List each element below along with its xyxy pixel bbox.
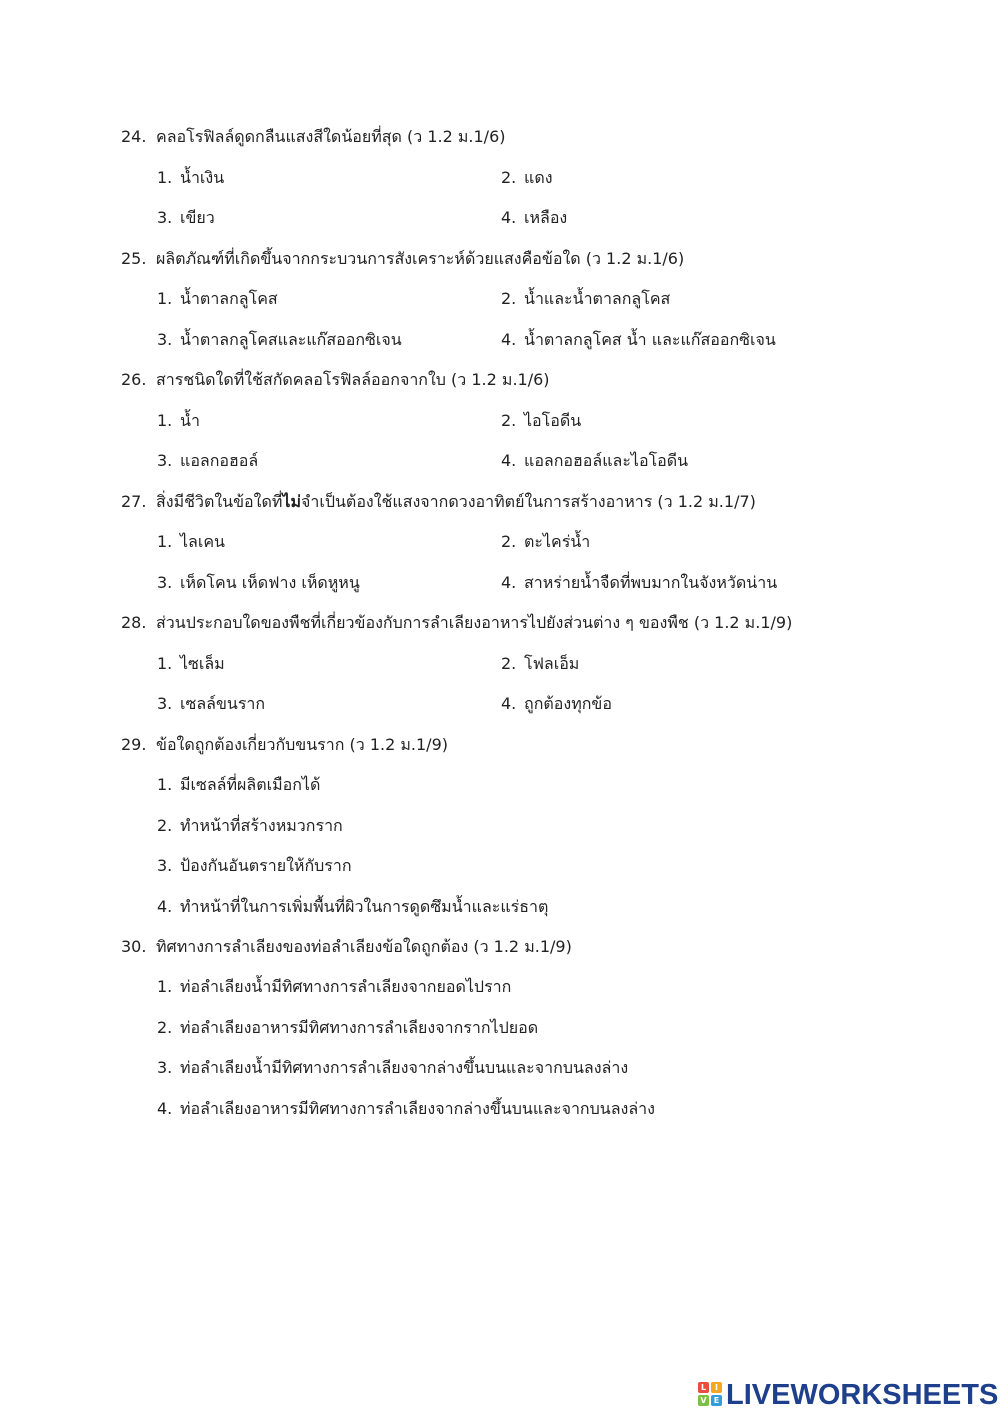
option-row: [0, 692, 1000, 716]
question-text: คลอโรฟิลล์ดูดกลืนแสงสีใดน้อยที่สุด (ว 1.2 ม.1/6): [156, 127, 506, 146]
option-text: น้ำเงิน: [180, 168, 225, 187]
option-text: น้ำตาลกลูโคส: [180, 289, 278, 308]
option-number: 4.: [501, 330, 517, 349]
option-row: [0, 1097, 1000, 1121]
option-text: น้ำและน้ำตาลกลูโคส: [524, 289, 671, 308]
option-text: แอลกอฮอล์และไอโอดีน: [524, 451, 689, 470]
option-text: เห็ดโคน เห็ดฟาง เห็ดหูหนู: [180, 573, 360, 592]
liveworksheets-tiles-icon: [698, 1382, 724, 1408]
option-number: 1.: [157, 289, 173, 308]
option-text: ไอโอดีน: [524, 411, 582, 430]
option-row: [0, 773, 1000, 797]
option-number: 3.: [157, 694, 173, 713]
question-text: ส่วนประกอบใดของพืชที่เกี่ยวข้องกับการลำเลียงอาหารไปยังส่วนต่าง ๆ ของพืช (ว 1.2 ม.1/9): [156, 613, 793, 632]
option-number: 3.: [157, 573, 173, 592]
option-number: 3.: [157, 208, 173, 227]
option-text: ป้องกันอันตรายให้กับราก: [180, 856, 352, 875]
option-text: ไซเล็ม: [180, 654, 225, 673]
option-number: 1.: [157, 532, 173, 551]
option-number: 2.: [501, 654, 517, 673]
option-row: [0, 975, 1000, 999]
option-number: 2.: [157, 1018, 173, 1037]
question-number: 24.: [121, 127, 147, 146]
option-text: เซลล์ขนราก: [180, 694, 266, 713]
option-text: เขียว: [180, 208, 215, 227]
option-text: ท่อลำเลียงอาหารมีทิศทางการลำเลียงจากล่างขึ้นบนและจากบนลงล่าง: [180, 1099, 655, 1118]
option-number: 2.: [501, 532, 517, 551]
option-text: โฟลเอ็ม: [524, 654, 580, 673]
question-text: ข้อใดถูกต้องเกี่ยวกับขนราก (ว 1.2 ม.1/9): [156, 735, 448, 754]
liveworksheets-logo[interactable]: [698, 1378, 998, 1410]
option-row: [0, 571, 1000, 595]
option-number: 4.: [501, 208, 517, 227]
question-24: [0, 125, 1000, 149]
option-text: ไลเคน: [180, 532, 225, 551]
option-text: น้ำตาลกลูโคส น้ำ และแก๊สออกซิเจน: [524, 330, 776, 349]
question-number: 25.: [121, 249, 147, 268]
question-number: 26.: [121, 370, 147, 389]
option-row: [0, 1056, 1000, 1080]
option-row: [0, 895, 1000, 919]
question-30: [0, 935, 1000, 959]
question-number: 30.: [121, 937, 147, 956]
question-number: 28.: [121, 613, 147, 632]
option-number: 3.: [157, 330, 173, 349]
option-number: 4.: [157, 1099, 173, 1118]
logo-tile: E: [711, 1395, 722, 1406]
question-28: [0, 611, 1000, 635]
option-text: ถูกต้องทุกข้อ: [524, 694, 612, 713]
option-text: เหลือง: [524, 208, 568, 227]
option-number: 1.: [157, 977, 173, 996]
option-row: [0, 652, 1000, 676]
option-text: ตะไคร่น้ำ: [524, 532, 591, 551]
question-26: [0, 368, 1000, 392]
option-text: ทำหน้าที่ในการเพิ่มพื้นที่ผิวในการดูดซึมน้ำและแร่ธาตุ: [180, 897, 549, 916]
option-number: 3.: [157, 856, 173, 875]
option-number: 1.: [157, 168, 173, 187]
option-text: สาหร่ายน้ำจืดที่พบมากในจังหวัดน่าน: [524, 573, 778, 592]
option-number: 2.: [501, 411, 517, 430]
option-number: 1.: [157, 654, 173, 673]
option-row: [0, 166, 1000, 190]
question-27: [0, 490, 1000, 514]
option-number: 3.: [157, 451, 173, 470]
option-text: ท่อลำเลียงน้ำมีทิศทางการลำเลียงจากล่างขึ้นบนและจากบนลงล่าง: [180, 1058, 629, 1077]
logo-tile: V: [698, 1395, 709, 1406]
logo-tile: L: [698, 1382, 709, 1393]
option-row: [0, 206, 1000, 230]
question-text: ทิศทางการลำเลียงของท่อลำเลียงข้อใดถูกต้อง (ว 1.2 ม.1/9): [156, 937, 572, 956]
question-text-before: สิ่งมีชีวิตในข้อใดที่: [156, 492, 283, 511]
option-row: [0, 854, 1000, 878]
option-row: [0, 530, 1000, 554]
option-text: น้ำตาลกลูโคสและแก๊สออกซิเจน: [180, 330, 402, 349]
option-number: 4.: [501, 573, 517, 592]
question-text: สารชนิดใดที่ใช้สกัดคลอโรฟิลล์ออกจากใบ (ว 1.2 ม.1/6): [156, 370, 550, 389]
question-25: [0, 247, 1000, 271]
option-number: 2.: [501, 168, 517, 187]
option-row: [0, 287, 1000, 311]
question-number: 27.: [121, 492, 147, 511]
option-text: ท่อลำเลียงอาหารมีทิศทางการลำเลียงจากรากไปยอด: [180, 1018, 539, 1037]
option-number: 4.: [501, 451, 517, 470]
option-number: 4.: [501, 694, 517, 713]
option-text: ทำหน้าที่สร้างหมวกราก: [180, 816, 343, 835]
option-row: [0, 328, 1000, 352]
option-number: 3.: [157, 1058, 173, 1077]
question-number: 29.: [121, 735, 147, 754]
question-29: [0, 733, 1000, 757]
option-number: 2.: [157, 816, 173, 835]
option-row: [0, 814, 1000, 838]
option-number: 1.: [157, 411, 173, 430]
option-row: [0, 1016, 1000, 1040]
brand-name: LIVEWORKSHEETS: [726, 1379, 999, 1411]
question-text: ผลิตภัณฑ์ที่เกิดขึ้นจากกระบวนการสังเคราะห์ด้วยแสงคือข้อใด (ว 1.2 ม.1/6): [156, 249, 685, 268]
option-row: [0, 449, 1000, 473]
option-text: น้ำ: [180, 411, 200, 430]
option-number: 1.: [157, 775, 173, 794]
logo-tile: I: [711, 1382, 722, 1393]
option-number: 4.: [157, 897, 173, 916]
option-text: ท่อลำเลียงน้ำมีทิศทางการลำเลียงจากยอดไปราก: [180, 977, 512, 996]
option-number: 2.: [501, 289, 517, 308]
question-text-emphasis: ไม่: [282, 492, 301, 511]
option-row: [0, 409, 1000, 433]
option-text: มีเซลล์ที่ผลิตเมือกได้: [180, 775, 321, 794]
question-text: [156, 490, 756, 514]
question-text-after: จำเป็นต้องใช้แสงจากดวงอาทิตย์ในการสร้างอาหาร (ว 1.2 ม.1/7): [301, 492, 756, 511]
option-text: แดง: [524, 168, 553, 187]
option-text: แอลกอฮอล์: [180, 451, 259, 470]
